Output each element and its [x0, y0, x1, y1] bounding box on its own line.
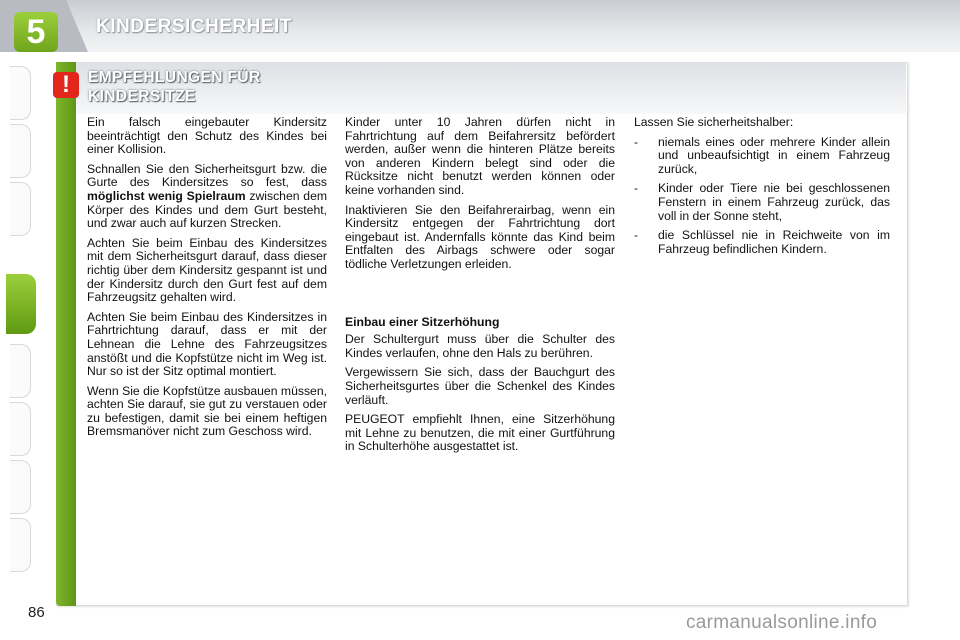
paragraph: Ein falsch eingebauter Kindersitz beeinträchtigt den Schutz des Kindes bei einer Kollision. — [87, 115, 327, 157]
paragraph — [87, 163, 327, 231]
chapter-tab-strip — [0, 52, 46, 582]
paragraph: Lassen Sie sicherheitshalber: — [634, 115, 794, 129]
list-item — [634, 136, 890, 177]
chapter-tab[interactable] — [10, 460, 31, 514]
list-item — [634, 229, 890, 256]
chapter-tab[interactable] — [10, 66, 31, 120]
text-column-1 — [87, 116, 327, 445]
bullet-marker: - — [634, 181, 639, 196]
bullet-marker: - — [634, 134, 639, 149]
emphasis-text: möglichst wenig Spielraum — [87, 188, 246, 203]
chapter-tab[interactable] — [10, 402, 31, 456]
chapter-tab[interactable] — [10, 518, 31, 572]
text-run: zwischen dem Körper des Kindes und dem Gurt besteht, und zwar auch auf kurzen Strecken. — [87, 188, 327, 231]
chapter-tab[interactable] — [10, 182, 31, 236]
text-column-3 — [634, 116, 890, 262]
section-heading-line2: KINDERSITZE — [88, 88, 196, 105]
chapter-tab-active[interactable] — [6, 274, 36, 334]
section-heading-line1: EMPFEHLUNGEN FÜR — [88, 69, 261, 86]
subheading: Einbau einer Sitzerhöhung — [345, 314, 500, 329]
chapter-number-badge: 5 — [14, 12, 58, 52]
text-run: Schnallen Sie den Sicherheitsgurt bzw. die Gurte des Kindersitzes so fest, dass — [87, 161, 327, 190]
paragraph: Kinder unter 10 Jahren dürfen nicht in Fahrtrichtung auf dem Beifahrersitz befördert werden, außer wenn die hinteren Plätze bereits von anderen Kindern belegt sind oder die Rücksitze nicht benutzt werden können oder keine vorhanden sind. — [345, 115, 615, 197]
paragraph: Achten Sie beim Einbau des Kindersitzes in Fahrtrichtung darauf, dass er mit der Lehnean die Lehne des Fahrzeugsitzes anstößt und die Kopfstütze nicht im Weg ist. Nur so ist der Sitz optimal montiert. — [87, 309, 327, 379]
list-item-text: Kinder oder Tiere nie bei geschlossenen Fenstern in einem Fahrzeug zurück, das voll in der Sonne steht, — [658, 181, 890, 223]
page-number: 86 — [28, 604, 45, 621]
chapter-title: KINDERSICHERHEIT — [96, 16, 292, 37]
warning-icon: ! — [53, 72, 79, 98]
watermark: carmanualsonline.info — [686, 612, 878, 633]
list-item — [634, 182, 890, 223]
paragraph: Achten Sie beim Einbau des Kindersitzes mit dem Sicherheitsgurt darauf, dass dieser richtig über dem Kindersitz gespannt ist und der Kindersitz durch den Gurt fest auf dem Fahrzeugsitz gehalten wird. — [87, 235, 327, 305]
chapter-tab[interactable] — [10, 344, 31, 398]
text-column-2 — [345, 116, 615, 460]
bullet-marker: - — [634, 228, 639, 243]
paragraph: Inaktivieren Sie den Beifahrerairbag, wenn ein Kindersitz entgegen der Fahrtrichtung dort eingebaut ist. Andernfalls könnte das Kind beim Entfalten des Airbags schwere oder sogar tödliche Verletzungen erleiden. — [345, 202, 615, 271]
panel-accent-bar — [56, 62, 76, 606]
list-item-text: die Schlüssel nie in Reichweite von im Fahrzeug befindlichen Kindern. — [658, 228, 890, 256]
paragraph: Der Schultergurt muss über die Schulter des Kindes verlaufen, ohne den Hals zu berühren. — [345, 332, 615, 360]
section-heading — [88, 68, 388, 106]
paragraph: Wenn Sie die Kopfstütze ausbauen müssen, achten Sie darauf, sie gut zu verstauen oder zu befestigen, damit sie bei einem heftigen Bremsmanöver nicht zum Geschoss wird. — [87, 383, 327, 439]
paragraph: Vergewissern Sie sich, dass der Bauchgurt des Sicherheitsgurtes über die Schenkel des Kindes verläuft. — [345, 365, 615, 407]
list-item-text: niemals eines oder mehrere Kinder allein und unbeaufsichtigt in einem Fahrzeug zurück, — [658, 134, 890, 176]
paragraph: PEUGEOT empfiehlt Ihnen, eine Sitzerhöhung mit Lehne zu benutzen, die mit einer Gurtführung in Schulterhöhe ausgestattet ist. — [345, 412, 615, 454]
chapter-tab[interactable] — [10, 124, 31, 178]
